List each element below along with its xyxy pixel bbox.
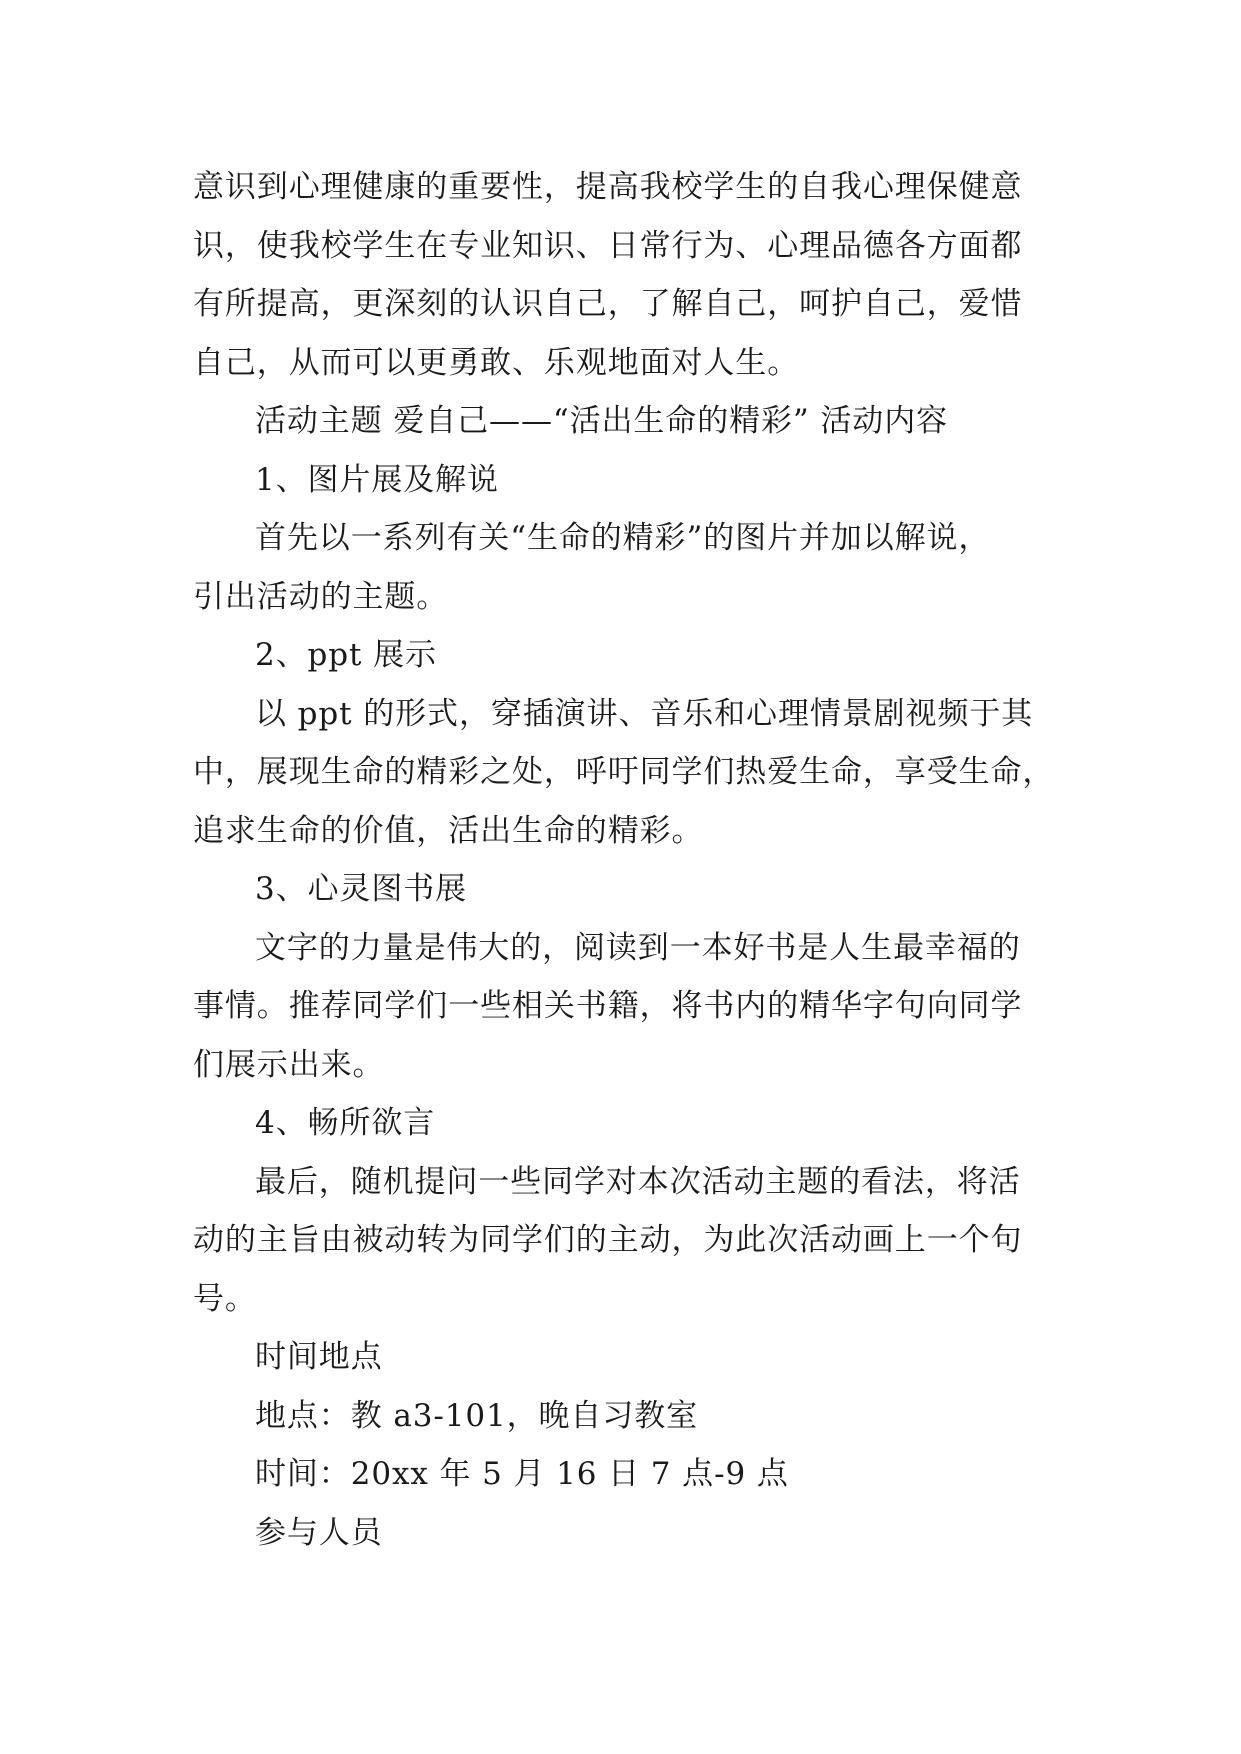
- item-heading-3: 3、心灵图书展: [255, 871, 468, 907]
- section-heading-time-place: 时间地点: [255, 1339, 383, 1375]
- text-line: 中，展现生命的精彩之处，呼吁同学们热爱生命，享受生命，: [193, 754, 1055, 790]
- text-line: 意识到心理健康的重要性，提高我校学生的自我心理保健意: [193, 169, 1023, 205]
- item-heading-4: 4、畅所欲言: [255, 1105, 436, 1141]
- time-line: 时间：20xx 年 5 月 16 日 7 点-9 点: [255, 1456, 789, 1492]
- item-heading-1: 1、图片展及解说: [255, 461, 499, 498]
- text-line: 有所提高，更深刻的认识自己，了解自己，呵护自己，爱惜: [193, 286, 1023, 322]
- text-line: 以 ppt 的形式，穿插演讲、音乐和心理情景剧视频于其: [255, 695, 1034, 732]
- document-body: [193, 158, 1068, 1562]
- section-heading-theme: 活动主题 爱自己——“活出生命的精彩” 活动内容: [255, 403, 949, 439]
- text-line: 引出活动的主题。: [193, 578, 449, 615]
- text-line: 号。: [193, 1280, 257, 1317]
- text-line: 自己，从而可以更勇敢、乐观地面对人生。: [193, 344, 800, 381]
- text-line: 们展示出来。: [193, 1046, 385, 1083]
- text-line: 首先以一系列有关“生命的精彩”的图片并加以解说，: [255, 520, 991, 556]
- text-line: 动的主旨由被动转为同学们的主动，为此次活动画上一个句: [193, 1222, 1023, 1258]
- location-line: 地点：教 a3-101，晚自习教室: [255, 1397, 699, 1434]
- section-heading-participants: 参与人员: [255, 1514, 383, 1551]
- text-line: 识，使我校学生在专业知识、日常行为、心理品德各方面都: [193, 227, 1023, 264]
- text-line: 追求生命的价值，活出生命的精彩。: [193, 812, 704, 849]
- text-line: 最后，随机提问一些同学对本次活动主题的看法，将活: [255, 1163, 1021, 1200]
- item-heading-2: 2、ppt 展示: [255, 637, 437, 673]
- text-line: 事情。推荐同学们一些相关书籍，将书内的精华字句向同学: [193, 988, 1023, 1024]
- text-line: 文字的力量是伟大的，阅读到一本好书是人生最幸福的: [255, 929, 1021, 966]
